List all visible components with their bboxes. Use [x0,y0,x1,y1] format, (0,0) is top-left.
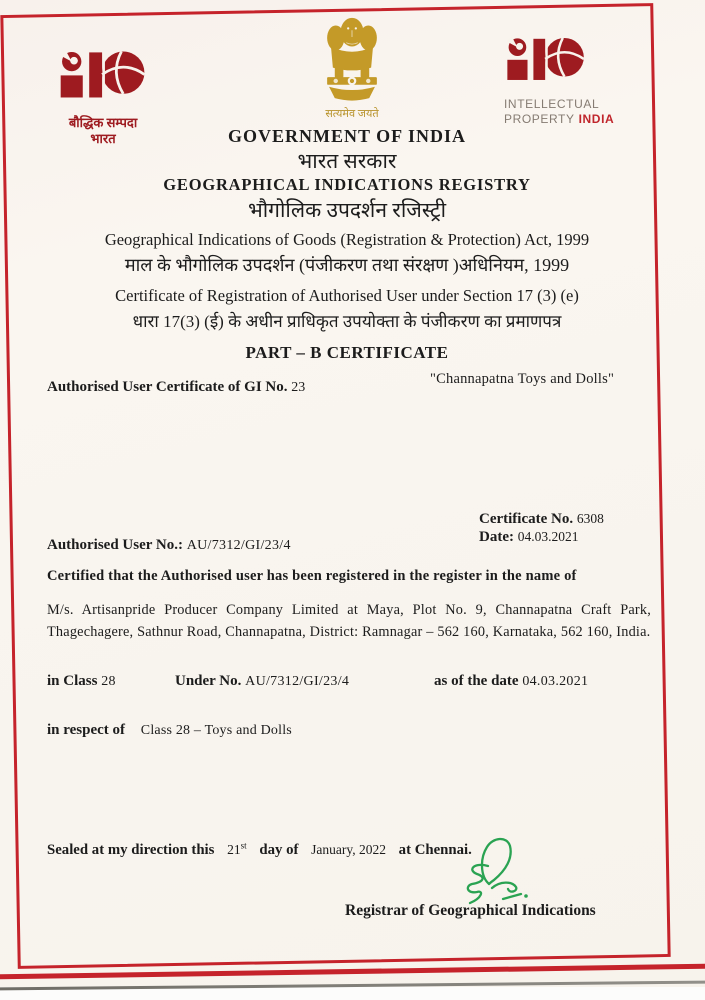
government-of-india-title-hindi: भारत सरकार [297,149,397,173]
certificate-date-label: Date: [479,529,514,545]
in-class-label: in Class [47,673,98,689]
ip-logo-icon [504,79,588,96]
certified-statement: Certified that the Authorised user has been registered in the register in the name of [47,568,577,584]
registrant-address: M/s. Artisanpride Producer Company Limited at Maya, Plot No. 9, Channapatna Craft Park, Thagechagere, Sathnur Road, Channapatna, District: Ramnagar – 562 160, Karnataka, 562 160, India. [47,602,651,640]
act-title: Geographical Indications of Goods (Registration & Protection) Act, 1999 [104,230,590,249]
lion-capital-icon [302,89,402,106]
government-of-india-title: GOVERNMENT OF INDIA [227,126,466,146]
right-logo-text-line2 [504,112,664,127]
national-emblem [285,14,419,120]
emblem-motto: सत्यमेव जयते [325,108,379,120]
gi-number-label: Authorised User Certificate of GI No. [47,379,288,395]
in-class-value: 28 [101,674,116,689]
sealed-prefix: Sealed at my direction this [47,841,215,858]
in-respect-of-row [47,722,292,739]
part-b-certificate-title: PART – B CERTIFICATE [245,343,449,362]
as-of-date-value: 04.03.2021 [522,674,589,689]
sealed-middle: day of [259,841,299,858]
ip-logo-text-line1: बौद्धिक सम्पदा [68,115,138,130]
under-no-segment [175,673,349,690]
certificate-number-label: Certificate No. [479,511,574,527]
ip-india-logo-right [504,36,664,127]
as-of-date-label: as of the date [434,673,519,689]
ip-logo-icon [57,97,149,114]
right-logo-text-line1: INTELLECTUAL [504,97,600,111]
authorised-user-number-label: Authorised User No.: [47,537,183,553]
right-logo-india-label: INDIA [578,112,615,126]
certificate-date-row [479,528,604,546]
section-title-hindi: धारा 17(3) (ई) के अधीन प्राधिकृत उपयोक्ता के पंजीकरण का प्रमाणपत्र [132,312,562,331]
under-no-label: Under No. [175,673,242,689]
in-respect-of-label: in respect of [47,722,126,738]
registry-title: GEOGRAPHICAL INDICATIONS REGISTRY [163,175,531,194]
ip-logo-text-line2: भारत [90,131,116,146]
certificate-date-value: 04.03.2021 [517,529,579,544]
authorised-user-number-row [47,537,291,554]
as-of-date-segment [434,673,588,690]
sealed-day-ordinal: st [240,840,247,850]
section-title: Certificate of Registration of Authorised User under Section 17 (3) (e) [115,286,579,305]
sealed-day-number: 21 [227,841,241,857]
certificate-number-row [479,510,604,528]
gi-number-value: 23 [291,380,306,395]
gi-name: "Channapatna Toys and Dolls" [430,371,615,387]
sealed-statement-row [47,840,481,859]
in-respect-of-value: Class 28 – Toys and Dolls [140,723,292,738]
authorised-user-number-value: AU/7312/GI/23/4 [186,538,291,553]
gi-number-row [47,379,305,396]
act-title-hindi: माल के भौगोलिक उपदर्शन (पंजीकरण तथा संरक्षण )अधिनियम, 1999 [124,255,570,275]
sealed-suffix: at Chennai. [398,841,472,858]
registrar-title: Registrar of Geographical Indications [345,902,596,919]
right-logo-property-label: PROPERTY [504,112,575,126]
certificate-number-block [479,510,604,546]
under-no-value: AU/7312/GI/23/4 [245,674,350,689]
certificate-number-value: 6308 [576,511,604,526]
in-class-segment [47,673,116,690]
registry-title-hindi: भौगोलिक उपदर्शन रजिस्ट्री [247,198,447,222]
sealed-day [227,842,247,857]
sealed-month-year: January, 2022 [311,841,386,857]
